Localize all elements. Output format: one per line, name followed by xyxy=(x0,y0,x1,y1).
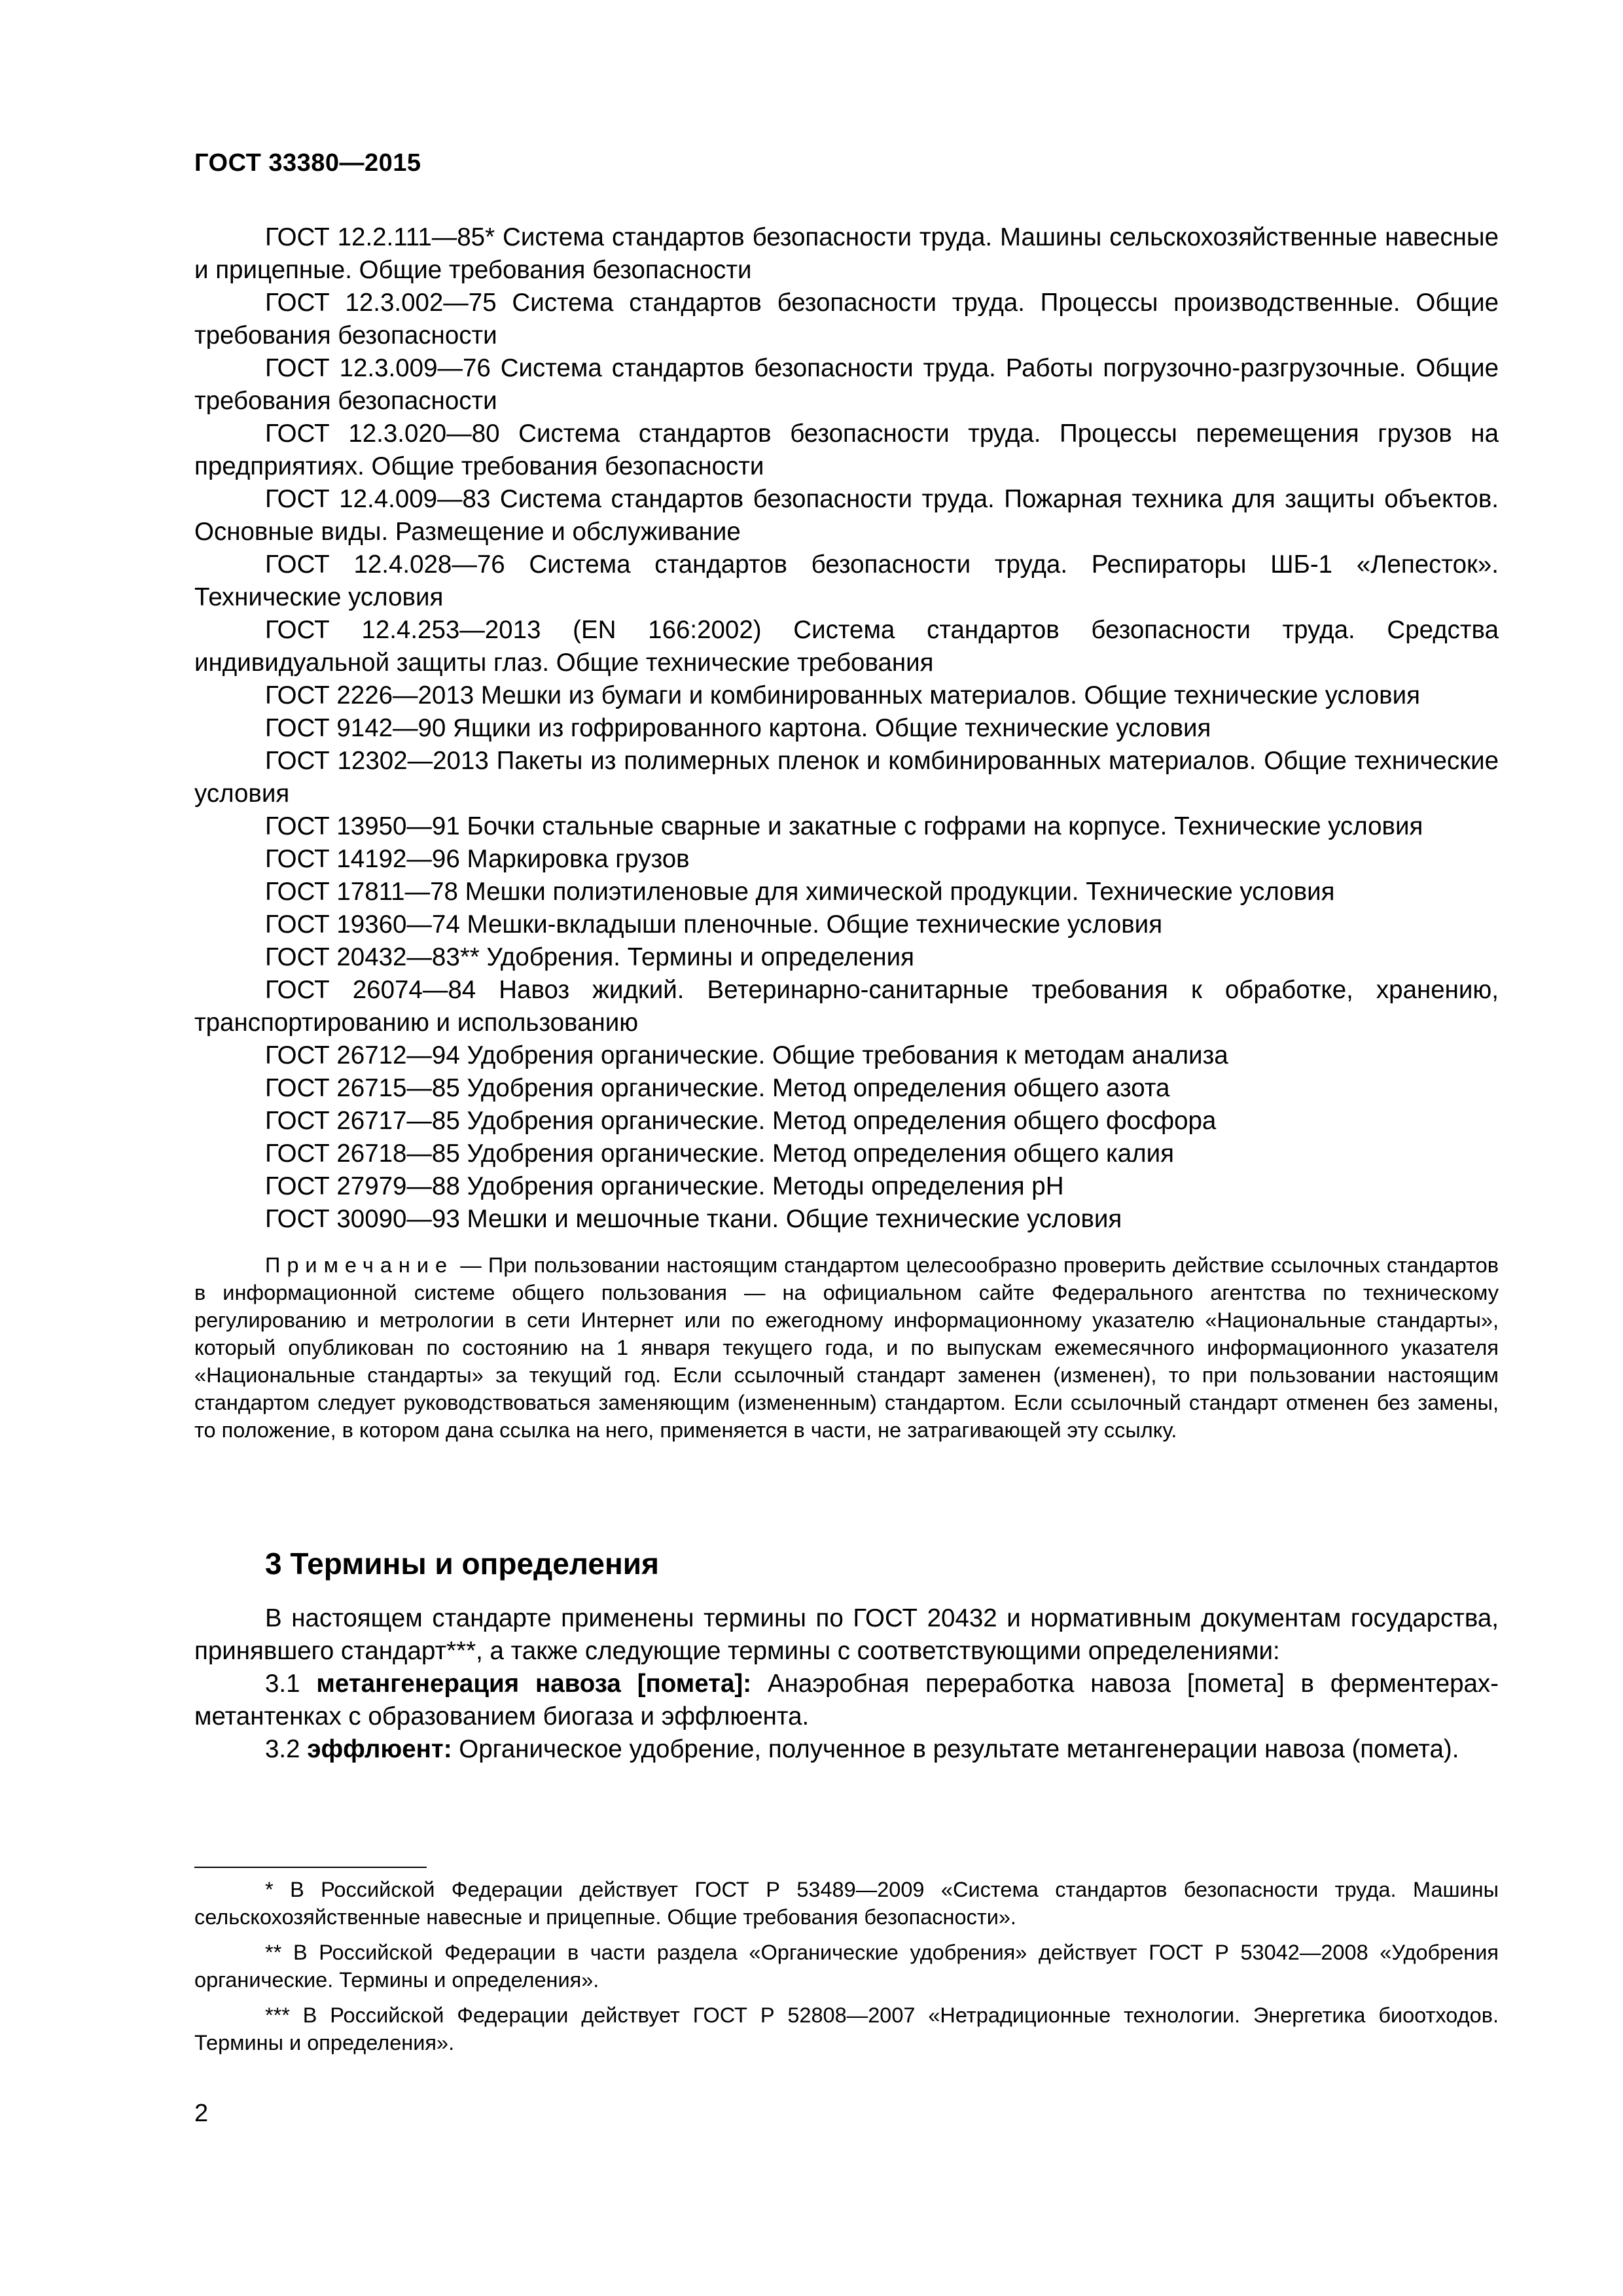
term-name: эффлюент: xyxy=(307,1735,452,1763)
reference-item: ГОСТ 12.4.253—2013 (EN 166:2002) Система стандартов безопасности труда. Средства индивидуальной защиты глаз. Общие технические требования xyxy=(194,616,1499,677)
note-paragraph xyxy=(194,1251,1499,1444)
reference-item: ГОСТ 12.3.009—76 Система стандартов безопасности труда. Работы погрузочно-разгрузочные. Общие требования безопасности xyxy=(194,354,1499,415)
reference-item: ГОСТ 12.3.002—75 Система стандартов безопасности труда. Процессы производственные. Общие требования безопасности xyxy=(194,289,1499,350)
reference-item: ГОСТ 14192—96 Маркировка грузов xyxy=(265,845,690,873)
reference-item: ГОСТ 26717—85 Удобрения органические. Метод определения общего фосфора xyxy=(265,1107,1217,1135)
terms-section xyxy=(194,1602,1499,1766)
page-number: 2 xyxy=(194,2100,209,2127)
footnote-divider xyxy=(194,1867,427,1868)
note-text: — При пользовании настоящим стандартом целесообразно проверить действие ссылочных стандартов в информационной системе общего пользования — на официальном сайте Федерального агентства по техническому регулированию и метрологии в сети Интернет или по ежегодному информационному указателю «Национальные стандарты», который опубликован по состоянию на 1 января текущего года, и по выпускам ежемесячного информационного указателя «Национальные стандарты» за текущий год. Если ссылочный стандарт заменен (изменен), то при пользовании настоящим стандартом следует руководствоваться заменяющим (измененным) стандартом. Если ссылочный стандарт отменен без замены, то положение, в котором дана ссылка на него, применяется в части, не затрагивающей эту ссылку. xyxy=(194,1253,1499,1442)
reference-item: ГОСТ 27979—88 Удобрения органические. Методы определения pH xyxy=(265,1172,1064,1200)
term-definition: Органическое удобрение, полученное в результате метангенерации навоза (помета). xyxy=(452,1735,1459,1763)
reference-item: ГОСТ 26715—85 Удобрения органические. Метод определения общего азота xyxy=(265,1074,1170,1102)
footnotes xyxy=(194,1876,1499,2064)
reference-item: ГОСТ 12302—2013 Пакеты из полимерных пленок и комбинированных материалов. Общие технические условия xyxy=(194,747,1499,808)
term-definition: Анаэробная переработка навоза [помета] в ферментерах-метантенках с образованием биогаза и эффлюента. xyxy=(194,1670,1499,1731)
page-header: ГОСТ 33380—2015 xyxy=(194,149,421,177)
footnote-item: * В Российской Федерации действует ГОСТ Р 53489—2009 «Система стандартов безопасности труда. Машины сельскохозяйственные навесные и прицепные. Общие требования безопасности». xyxy=(194,1878,1499,1929)
reference-item: ГОСТ 26074—84 Навоз жидкий. Ветеринарно-санитарные требования к обработке, хранению, транспортированию и использованию xyxy=(194,976,1499,1037)
reference-item: ГОСТ 26718—85 Удобрения органические. Метод определения общего калия xyxy=(265,1139,1174,1168)
reference-item: ГОСТ 13950—91 Бочки стальные сварные и закатные с гофрами на корпусе. Технические условия xyxy=(265,812,1423,840)
footnote-item: *** В Российской Федерации действует ГОСТ Р 52808—2007 «Нетрадиционные технологии. Энергетика биоотходов. Термины и определения». xyxy=(194,2003,1499,2054)
reference-item: ГОСТ 12.4.028—76 Система стандартов безопасности труда. Респираторы ШБ-1 «Лепесток». Технические условия xyxy=(194,550,1499,611)
term-item xyxy=(194,1733,1499,1766)
terms-intro: В настоящем стандарте применены термины по ГОСТ 20432 и нормативным документам государства, принявшего стандарт***, а также следующие термины с соответствующими определениями: xyxy=(194,1604,1499,1665)
reference-item: ГОСТ 12.4.009—83 Система стандартов безопасности труда. Пожарная техника для защиты объектов. Основные виды. Размещение и обслуживание xyxy=(194,485,1499,546)
reference-item: ГОСТ 30090—93 Мешки и мешочные ткани. Общие технические условия xyxy=(265,1205,1122,1233)
footnote-item: ** В Российской Федерации в части раздела «Органические удобрения» действует ГОСТ Р 53042—2008 «Удобрения органические. Термины и определения». xyxy=(194,1941,1499,1992)
term-number: 3.1 xyxy=(265,1670,317,1698)
term-number: 3.2 xyxy=(265,1735,308,1763)
reference-item: ГОСТ 12.2.111—85* Система стандартов безопасности труда. Машины сельскохозяйственные навесные и прицепные. Общие требования безопасности xyxy=(194,223,1499,284)
term-item xyxy=(194,1668,1499,1733)
reference-item: ГОСТ 26712—94 Удобрения органические. Общие требования к методам анализа xyxy=(265,1041,1228,1069)
reference-item: ГОСТ 19360—74 Мешки-вкладыши пленочные. Общие технические условия xyxy=(265,910,1163,939)
section-title: 3 Термины и определения xyxy=(265,1547,659,1581)
reference-item: ГОСТ 2226—2013 Мешки из бумаги и комбинированных материалов. Общие технические условия xyxy=(265,681,1420,709)
reference-item: ГОСТ 20432—83** Удобрения. Термины и определения xyxy=(265,943,914,971)
reference-item: ГОСТ 12.3.020—80 Система стандартов безопасности труда. Процессы перемещения грузов на предприятиях. Общие требования безопасности xyxy=(194,420,1499,480)
reference-item: ГОСТ 9142—90 Ящики из гофрированного картона. Общие технические условия xyxy=(265,714,1211,742)
reference-item: ГОСТ 17811—78 Мешки полиэтиленовые для химической продукции. Технические условия xyxy=(265,878,1335,906)
normative-references-list xyxy=(194,221,1499,1236)
term-name: метангенерация навоза [помета]: xyxy=(316,1670,752,1698)
note-label: Примечание xyxy=(265,1253,454,1277)
